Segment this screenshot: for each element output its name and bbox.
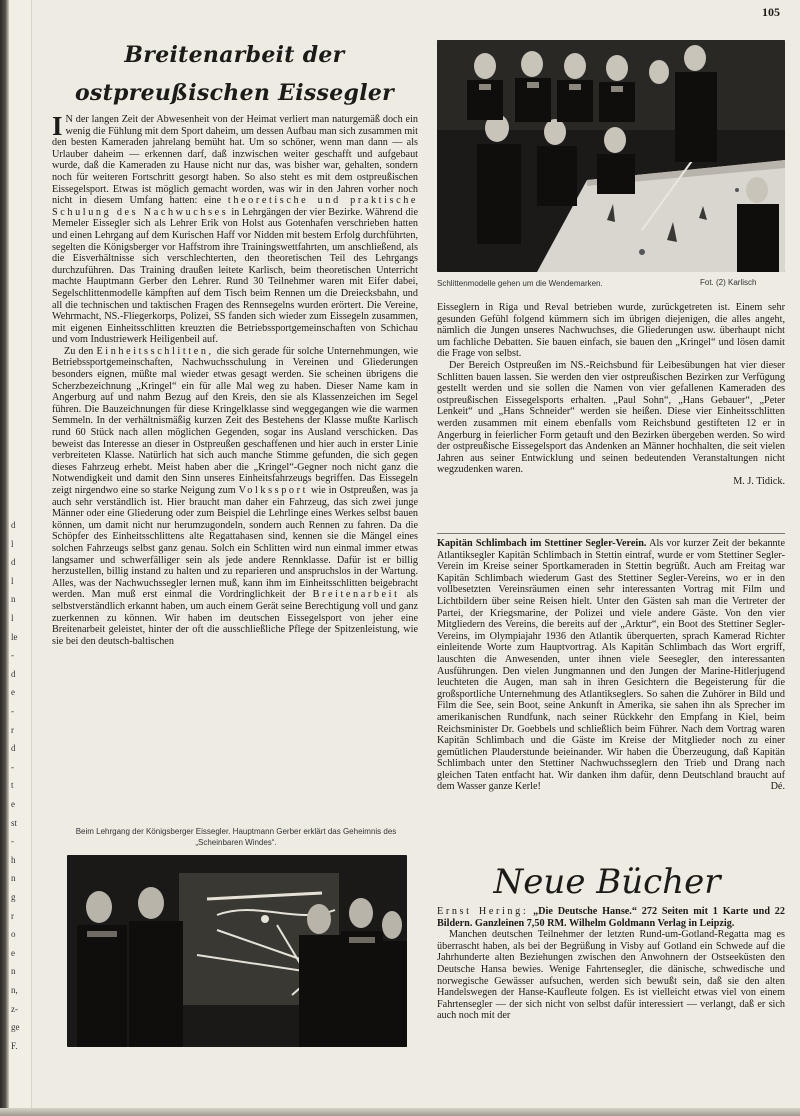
signature-de: Dé. [770,781,785,793]
margin-fragment: l [11,538,14,549]
margin-fragment: n [11,594,16,605]
margin-fragment: z- [11,1003,18,1014]
margin-fragment: r [11,910,14,921]
photo-sled-models-image [437,40,785,272]
p2-spaced2: Volkssport [238,485,309,496]
article-title: Breitenarbeit der ostpreußischen Eissegler [74,42,395,106]
margin-fragment: d [11,557,16,568]
margin-fragment: g [11,892,16,902]
p2-end: als selbstverständlich erkannt haben, um auch einem Gerät seine Berechtigung voll und ganz zuerkennen zu können. Wir haben im deutschen Eissegelsport von jeher eine Breitenarbeit geleistet, hinter der oft die ausschließliche Pflege der Spitzenleistung, wie sie bei den deutsch-baltischen [52,589,418,647]
margin-fragment: - [11,761,14,772]
book-review: Manchen deutschen Teilnehmer der letzten Rund-um-Gotland-Regatta mag es überrascht haben, als bei der Begrüßung in Visby auf Gotland ein Schwede auf die Jahrhunderte alten Beziehungen zwischen den Anwohnern der Ostseeküsten den Deutsche Hansa bewies. Wenige Fahrtensegler, die dänische, schwedische und norwegische Gewässer aufsuchen, werden sich bewußt sein, daß sie den alten Handelswegen der Hanse-Kaufleute folgen. Es ist vielleicht etwas viel von einem Fahrtensegler — der sich nicht von selbst dafür interessiert — verlangt, daß er sich auch noch mit der [437,929,785,1022]
photo-top-credit: Fot. (2) Karlisch [700,278,757,287]
article-paragraph-2 [52,346,418,647]
margin-fragment: ge [11,1022,20,1033]
schlimbach-paragraph [437,538,785,793]
right-cont-paragraph-1: Eisseglern in Riga und Reval betrieben wurde, zurückgetreten ist. Einem sehr gesunden Gefühl folgend kümmern sich im übrigen diejenigen, die alles angeht, nämlich die Jungen unseres Nachwuchses, die Gliederungen usw. überhaupt nicht um fachliche Debatten. Sie bauen einfach, sie bauen den „Kringel“ und lösen damit die Frage von selbst. [437,302,785,360]
right-column-body [437,302,785,528]
margin-fragment: d [11,668,16,679]
books-section [437,906,785,1058]
p1-spaced: theoretische und praktische Schulung des Nachwuchses [52,195,418,218]
margin-fragment: - [11,706,14,716]
article-paragraph-1 [52,114,418,346]
margin-fragment: o [11,929,16,940]
drop-cap: I [52,114,63,141]
margin-fragment: st [11,817,18,828]
schlimbach-article [437,538,785,856]
section-rule [437,533,785,534]
margin-fragment: t [11,780,14,791]
bottom-edge [0,1108,800,1116]
book-entry [437,906,785,929]
p2-start: Zu den [64,345,94,357]
right-cont-paragraph-2: Der Bereich Ostpreußen im NS.-Reichsbund für Leibesübungen hat vier dieser Schlitten bauen lassen. Sie werden den vier ostpreußischen Bezirken zur Verfügung gestellt werden und sie sollen die Namen von vier gefallenen Kameraden des ostpreußischen Eissegelsports erhalten. „Paul Sohn“, „Hans Gebauer“, „Peter Lenkeit“ und „Hans Schneider“ werden sie heißen. Diese vier Einheitsschlitten werden zusammen mit einem ebenfalls vom Reichsbund gestifteten 12 er in Angerburg in feierlicher Form getauft und den Bezirken übergeben werden. So wird der ostpreußische Eissegelsport das Andenken an Männer hochhalten, die seit vielen Jahren aus seiner Entwicklung und seinen bedeutenden Veranstaltungen nicht wegzudenken waren. [437,359,785,476]
signature-tidick: M. J. Tidick. [733,475,785,487]
schlimbach-heading: Kapitän Schlimbach im Stettiner Segler-Verein. [437,538,647,549]
margin-fragment: n [11,966,16,977]
page-number: 105 [762,5,780,19]
photo-blackboard-lecture-image [67,855,407,1047]
photo-bottom-caption: Beim Lehrgang der Königsberger Eissegler. Hauptmann Gerber erklärt das Geheimnis des „Scheinbaren Windes“. [75,827,397,847]
margin-fragment: - [11,836,14,847]
p1-start: N der langen Zeit der Abwesenheit von der Heimat verliert man naturgemäß doch ein wenig die Fühlung mit dem Sport daheim, um dessen Aufbau man sich zusammen mit den besten Kameraden jahrelang bemüht hat. Um so schöner, wenn man dann — als Urlauber daheim — erkennen darf, daß inzwischen weiter geschafft und aufgebaut wurde, daß die Kameraden zu Hause nicht nur das, was bisher war, gehalten, sondern noch für weiteren Fortschritt gesorgt haben. So also steht es mit dem ostpreußischen Eissegelsport. Etwas ist möglich gemacht worden, was wir in den Jahren vorher noch nicht in diesem Umfang hatten: eine [52,114,418,207]
book-entry-text: „Die Deutsche Hanse.“ 272 Seiten mit 1 Karte und 22 Bildern. Ganzleinen 7,50 RM. Wilhelm Goldmann Verlag in Leipzig. [437,906,785,929]
margin-fragment: h [11,854,16,865]
margin-fragment: r [11,724,14,735]
p2-mid2: wie in Ostpreußen, was ja auch sehr verständlich ist. Hier braucht man daher ein Fahrzeug, das sich zwei junge Männer oder eine Gliederung oder zum Beispiel die Lehrlinge eines Werkes selbst bauen können, um damit nicht nur herumzugondeln, sondern auch Rennen zu fahren. Da die Schöpfer des Einheitsschlittens alte Regattahasen sind, kennen sie die Mängel eines solchen Fahrzeugs selbst ganz genau. Solch ein Schlitten wird nun einmal immer etwas langsamer und schwerfälliger sein als jede andere Rennklasse. Dafür ist er billig herzustellen, billig instand zu halten und zu reparieren und anspruchslos in der Wartung. Alles, was der Nachwuchssegler lernen muß, kann ihm im Einheitsschlitten beigebracht werden. Man muß erst einmal die Vordringlichkeit der [52,485,418,601]
margin-fragment: d [11,743,16,754]
gutter-line [31,0,32,1116]
photo-blackboard-lecture [67,855,407,1047]
p2-mid: die sich gerade für solche Unternehmungen, wie Betriebssportgemeinschaften, Nachwuchsschulung in Vereinen und Gliederungen besonders eignen, müßte mal wieder etwas gesagt werden. Sie scheinen übrigens die Scherzbezeichnung „Kringel“ ein für alle Mal weg zu haben. Dieser Name kam in Angerburg auf und nahm Bezug auf den Kreis, den sie als Klassenzeichen im Segel führen. Die Bauzeichnungen für diese Kringelklasse sind weggegangen wie die warmen Semmeln. In der verhältnismäßig kurzen Zeit des Bestehens der Klasse mußte Karlisch rund 60 Stück nach allen möglichen Gegenden, sogar ins Ausland verschicken. Das beweist das Interesse an dieser in Ostpreußen geschaffenen und hier auch in erster Linie verbreiteten Klasse. Natürlich hat sich auch manche Stimme gefunden, die sich gegen dieses Fahrzeug erhebt. Meist haben aber die „Kringel“-Gegner noch nicht ganz die Notwendigkeit und damit den Sinn unseres Einheitsfahrzeugs begriffen. Das Eissegeln zeigt nirgendwo eine so starke Neigung zum [52,345,418,496]
margin-fragment: F. [11,1040,18,1051]
book-author: Ernst Hering: [437,906,529,917]
p2-spaced3: Breitenarbeit [312,589,400,601]
margin-fragment: l [11,575,14,586]
margin-fragment: le [11,631,18,642]
margin-fragment: e [11,799,15,809]
margin-fragment: n [11,873,16,884]
main-article-body [52,114,418,826]
books-heading: Neue Bücher [493,862,721,902]
margin-fragment: e [11,947,15,958]
schlimbach-text: Als vor kurzer Zeit der bekannte Atlantiksegler Kapitän Schlimbach in Stettin eintraf, wurde er vom Stettiner Segler-Verein im Kreise seiner Sportkameraden in Stettin begrüßt. Auch am Freitag war Kapitän Schlimbach wiederum Gast des Stettiner Segler-Vereins, wo er in den vollbesetzten Vereinsräumen einen sehr interessanten Vortrag mit Film und Lichtbildern über seine Reisen hielt. Unter den Gästen sah man die Vertreter der Partei, der Kriegsmarine, der Polizei und viele andere Gäste. Von den vier Mitgliedern des Vereins, die bereits auf der „Arktur“, ein Boot des Stettiner Segler-Vereins, im Olympiajahr 1936 den Atlantik überquerten, sprach Kamerad Richter einleitende Worte zum Hauptvortrag. Als Kapitän Schlimbach das Wort ergriff, lauschten die Anwesenden, unter ihnen viele Seesegler, den interessanten Ausführungen. Den vielen Jungmannen und den Jungen der Marine-Hitlerjugend leuchteten die Augen, man sah in ihren Gesichtern die Begeisterung für die großsportliche Unternehmung des Atlantikseglers. So sahen die Zuhörer in Bild und Film die See, sein Boot, seine Ankunft in Amerika, sie sahen ihn als Sprecher im amerikanischen Rundfunk, nach seiner Rückkehr den Empfang in Kiel, beim Reichsminister Dr. Goebbels und schließlich beim Führer. Nach dem Vortrag waren Kapitän Schlimbach und die Gäste im Kreise der Mitglieder noch zu einer gemütlichen Plauderstunde beieinander. Wir haben die Überzeugung, daß Kapitän Schlimbach unter den Stettiner Nachwuchsseglern den Trieb und Drang nach gleichen Taten entfacht hat. Wir danken ihm dafür, denn Deutschland braucht auf dem Wasser ganze Kerle! [437,538,785,793]
margin-fragment: l [11,613,14,623]
p1-end: in Lehrgängen der vier Bezirke. Während die Memeler Eissegler sich als Lehrer Erik von Holst aus Gotenhafen verschrieben hatten und einen Lehrgang auf dem Kurischen Haff vor Nidden mit bestem Erfolg durchführten, segelten die Königsberger vor Haffstrom ihre Trainingswettfahrten, um anschließend, als die Eisverhältnisse sich verschlechterten, den theoretischen Teil des Lehrgangs durchzuführen. Das Training draußen leitete Karlisch, beim theoretischen Unterricht machte Hauptmann Gerber den Lehrer. Rund 30 Teilnehmer waren mit Eifer dabei, Segelschlittenmodelle kämpften auf dem Tisch beim Rennen um die Dreiecksbahn, und all die technischen und taktischen Fragen des Rennsegelns wurden erörtert. Die Vereine, Wehrmacht, NS.-Fliegerkorps, Polizei, SS fanden sich wieder zum Eissegeln zusammen, mit eigenen Einheitsschlitten kreuzten die Betriebssportgemeinschaften von Schichau und vom Industriewerk Heiligenbeil auf. [52,206,418,346]
photo-top-caption: Schlittenmodelle gehen um die Wendemarken. [437,279,603,288]
p2-spaced: Einheitsschlitten, [96,345,214,357]
margin-fragment: - [11,650,14,661]
photo-sled-models [437,40,785,272]
margin-fragment: n, [11,985,18,995]
margin-fragment: d [11,520,16,530]
margin-fragment: e [11,687,15,698]
book-spine [0,0,9,1116]
